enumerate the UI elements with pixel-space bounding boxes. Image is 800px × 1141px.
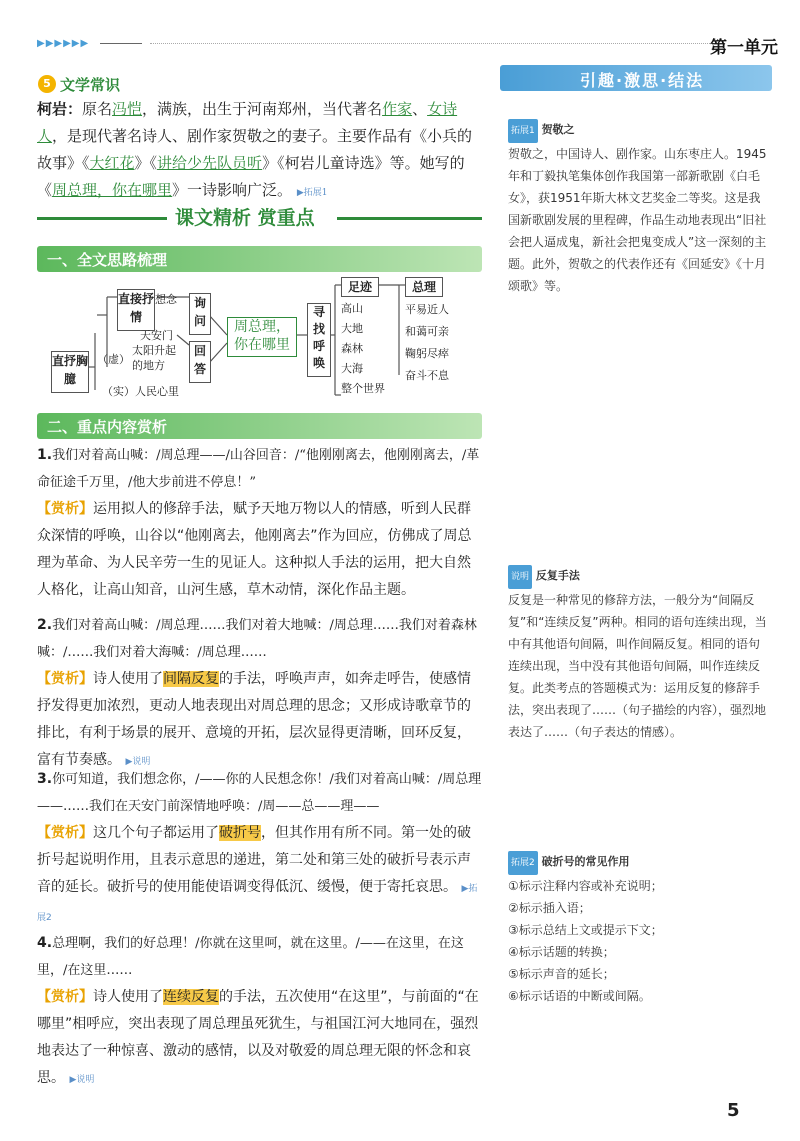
- node-direct-lyric: 直接抒情: [117, 289, 155, 331]
- extension-link-2[interactable]: ▶拓展2: [37, 884, 478, 923]
- analysis-item-4: 4.总理啊，我们的好总理！/你就在这里呵，就在这里。/——在这里，在这里，/在这里…… 【赏析】诗人使用了连续反复的手法，五次使用“在这里”，与前面的“在哪里”相呼应，突出表现了周总理虽死犹生，与祖国江河大地同在，强烈地表达了一种惊喜、激动的感情，以及对敬爱的周总理无限的怀念和哀思。 ▶说明: [37, 935, 479, 1086]
- dash-usage-item: ①标示注释内容或补充说明；: [508, 879, 663, 893]
- dash-usage-item: ②标示插入语；: [508, 901, 591, 915]
- header-dots: ▶▶▶▶▶▶: [37, 38, 90, 49]
- explain-link[interactable]: ▶说明: [69, 1075, 95, 1085]
- literature-title: 文学常识: [60, 76, 121, 94]
- dash-usage-item: ⑥标示话语的中断或间隔。: [508, 989, 651, 1003]
- analysis-item-3: 3.你可知道，我们想念你，/——你的人民想念你！/我们对着高山喊：/周总理——……我们在天安门前深情地呼唤：/周——总——理—— 【赏析】这几个句子都运用了破折号，但其作用有所不同。第一处的破折号起说明作用，且表示意思的递进，第二处和第三处的破折号表示声音的延长。破折号的使用能使语调变得低沉、缓慢，便于寄托哀思。 ▶拓展2: [37, 771, 482, 923]
- dash-usage-item: ③标示总结上文或提示下文；: [508, 923, 663, 937]
- node-shi: （实）人民心里: [102, 385, 179, 398]
- side-block-hejingzhi: 拓展1 贺敬之 贺敬之，中国诗人、剧作家。山东枣庄人。1945年和丁毅执笔集体创作我国第一部新歌剧《白毛女》，获1951年斯大林文艺奖金二等奖。这是我国新歌剧发展的里程碑，作品生动地表现出“旧社会把人逼成鬼，新社会把鬼变成人”这一深刻的主题。此外，贺敬之的代表作还有《回延安》《十月颂歌》等。: [508, 118, 770, 297]
- place-item: 大海: [341, 362, 363, 375]
- trait-item: 和蔼可亲: [405, 325, 449, 338]
- side-banner: 引趣·激思·结法: [500, 65, 772, 91]
- node-zongli: 总理: [405, 277, 443, 297]
- node-ask: 询问: [189, 293, 211, 335]
- part1-bar: 一、全文思路梳理: [37, 246, 482, 272]
- place-item: 整个世界: [341, 382, 385, 395]
- node-xu: （虚）: [97, 353, 130, 366]
- node-think: 想念: [155, 293, 177, 306]
- node-sun: 太阳升起的地方: [132, 344, 176, 372]
- node-center: 周总理，你在哪里: [227, 317, 297, 357]
- side-tag: 拓展1: [508, 119, 538, 143]
- trait-item: 鞠躬尽瘁: [405, 347, 449, 360]
- section-heading: 课文精析 赏重点: [37, 203, 482, 233]
- node-search: 寻找呼唤: [307, 303, 331, 377]
- trait-item: 奋斗不息: [405, 369, 449, 382]
- side-tag: 说明: [508, 565, 532, 589]
- places-list: [341, 299, 391, 399]
- place-item: 森林: [341, 342, 363, 355]
- analysis-item-2: 2.我们对着高山喊：/周总理……我们对着大地喊：/周总理……我们对着森林喊：/……我们对着大海喊：/周总理…… 【赏析】诗人使用了间隔反复的手法，呼唤声声，如奔走呼告，使感情抒发得更加浓烈，更动人地表现出对周总理的思念；又形成诗歌章节的排比，有利于场景的展开、意境的开拓，层次显得更清晰，回环反复，富有节奏感。 ▶说明: [37, 617, 477, 768]
- header-line: [100, 43, 142, 44]
- node-tiananmen: 天安门: [140, 329, 173, 342]
- trait-item: 平易近人: [405, 303, 449, 316]
- place-item: 高山: [341, 302, 363, 315]
- section-number-badge: 5: [38, 75, 56, 93]
- node-zuji: 足迹: [341, 277, 379, 297]
- analysis-item-1: 1.我们对着高山喊：/周总理——/山谷回音：/“他刚刚离去，他刚刚离去，/革命征途千万里，/他大步前进不停息！” 【赏析】运用拟人的修辞手法，赋予天地万物以人的情感，听到人民群众深情的呼唤，山谷以“他刚离去，他刚离去”作为回应，仿佛成了周总理为革命、为人民辛劳一生的见证人。这种拟人手法的运用，把大自然人格化，让高山知音，山河生感，草木动情，深化作品主题。: [37, 447, 480, 598]
- node-direct-chest: 直抒胸臆: [51, 351, 89, 393]
- explain-link[interactable]: ▶说明: [125, 757, 151, 767]
- side-tag: 拓展2: [508, 851, 538, 875]
- literature-paragraph: 柯岩：原名冯恺，满族，出生于河南郑州，当代著名作家、女诗人，是现代著名诗人、剧作家贺敬之的妻子。主要作品有《小兵的故事》《大红花》《讲给少先队员听》《柯岩儿童诗选》等。她写的《周总理，你在哪里》一诗影响广泛。 ▶拓展1: [37, 100, 473, 199]
- unit-title: 第一单元: [710, 38, 778, 58]
- traits-list: [405, 299, 475, 387]
- node-answer: 回答: [189, 341, 211, 383]
- side-block-dash: 拓展2 破折号的常见作用 ①标示注释内容或补充说明； ②标示插入语； ③标示总结上文或提示下文； ④标示话题的转换； ⑤标示声音的延长； ⑥标示话语的中断或间隔。: [508, 850, 770, 1007]
- part2-bar: 二、重点内容赏析: [37, 413, 482, 439]
- place-item: 大地: [341, 322, 363, 335]
- dash-usage-item: ④标示话题的转换；: [508, 945, 615, 959]
- side-block-repetition: 说明 反复手法 反复是一种常见的修辞方法，一般分为“间隔反复”和“连续反复”两种。相同的语句连续出现，当中有其他语句间隔，叫作间隔反复。相同的语句连续出现，当中没有其他语句间隔，叫作连续反复。此类考点的答题模式为：运用反复的修辞手法，突出表现了……（句子描绘的内容），强烈地表达了……（句子表达的情感）。: [508, 564, 770, 743]
- structure-diagram: [37, 275, 482, 405]
- extension-link-1[interactable]: ▶拓展1: [296, 188, 328, 198]
- page-number: 5: [727, 1100, 740, 1121]
- header-dotted-line: [150, 43, 710, 44]
- dash-usage-item: ⑤标示声音的延长；: [508, 967, 615, 981]
